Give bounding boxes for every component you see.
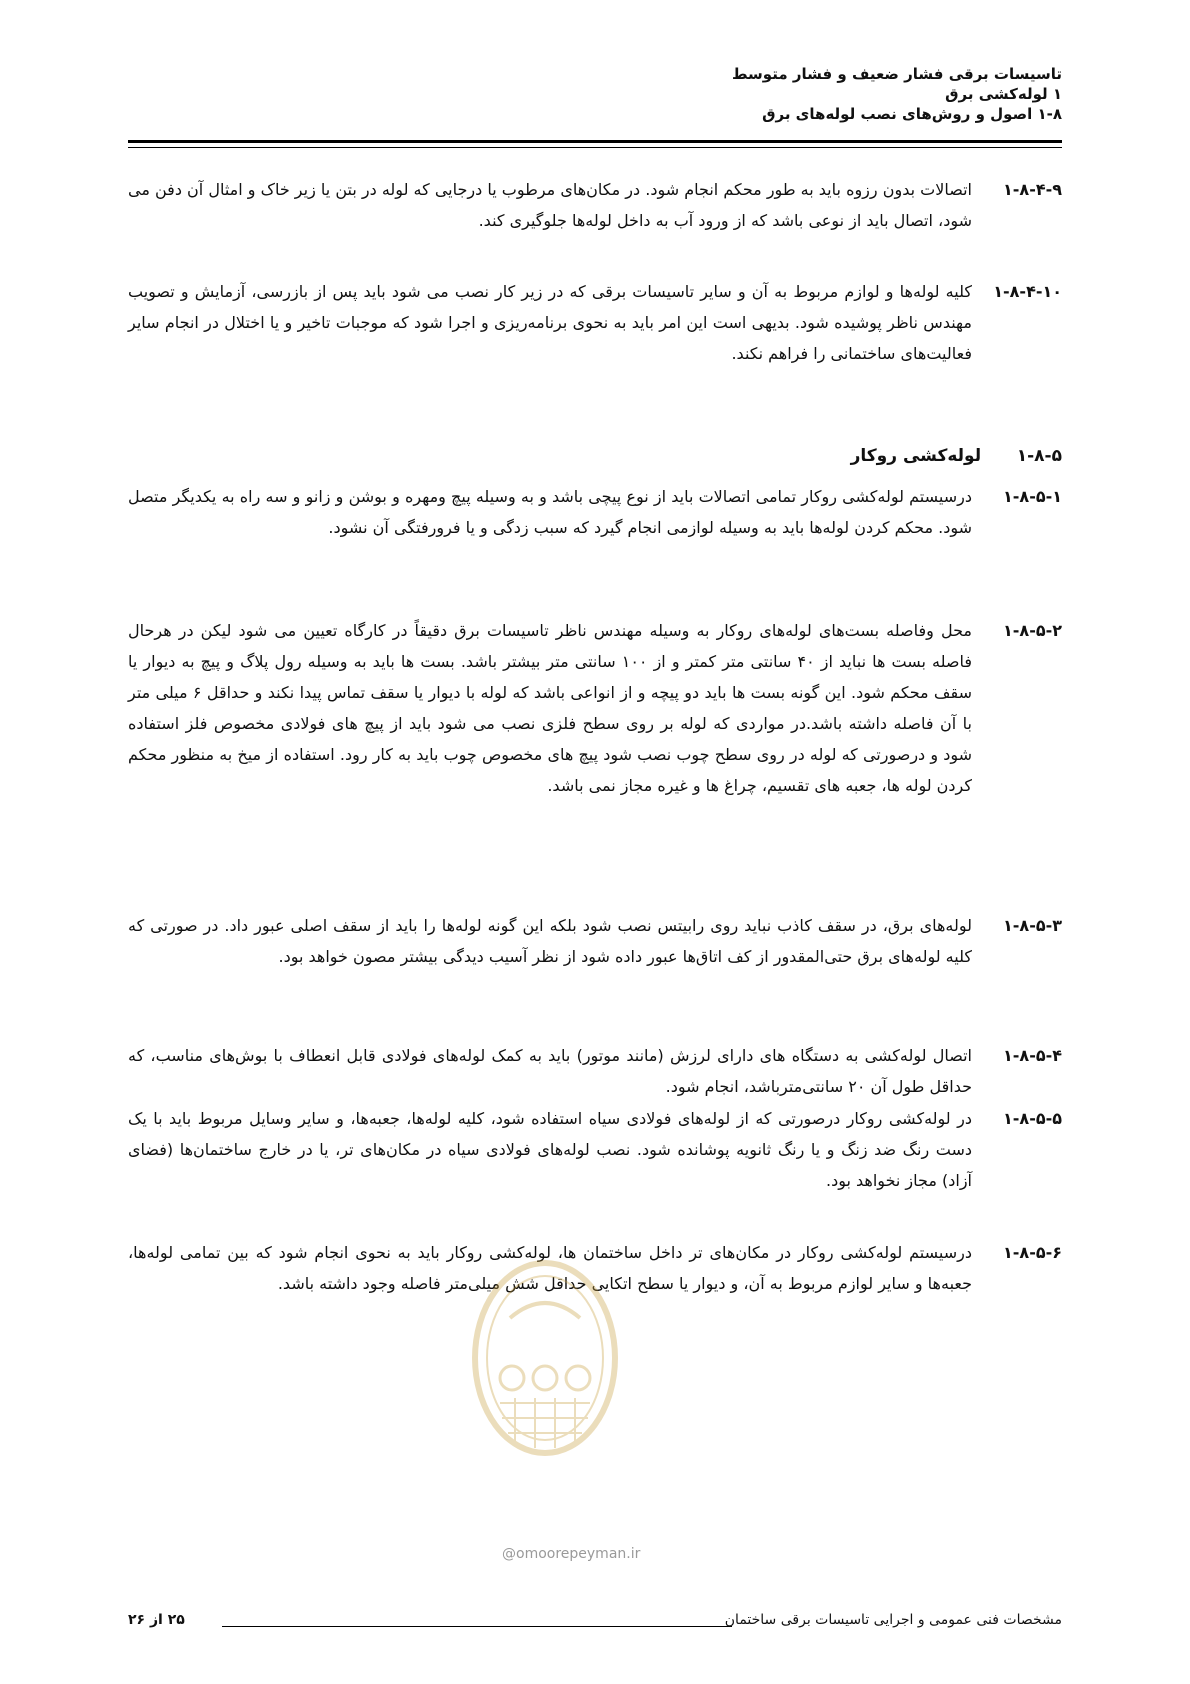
clause-number: ۱-۸-۵-۴	[1003, 1046, 1062, 1065]
clause-number: ۱-۸-۴-۹	[1003, 180, 1062, 199]
header-rule-thin	[128, 147, 1062, 148]
clause-1-8-5-4	[128, 1040, 1062, 1102]
clause-1-8-5-5	[128, 1103, 1062, 1196]
clause-1-8-5-2	[128, 615, 1062, 801]
clause-1-8-5-1	[128, 481, 1062, 543]
clause-1-8-4-10	[128, 276, 1062, 369]
header-line-1: تاسیسات برقی فشار ضعیف و فشار متوسط	[731, 65, 1062, 83]
clause-number: ۱-۸-۴-۱۰	[993, 282, 1062, 301]
section-heading	[851, 446, 1062, 466]
clause-text: اتصال لوله‌کشی به دستگاه های دارای لرزش (مانند موتور) باید به کمک لوله‌های فولادی قابل انعطاف با بوش‌های مناسب، که حداقل طول آن ۲۰ سانتی‌متر‌باشد، انجام شود.	[128, 1046, 972, 1096]
clause-number: ۱-۸-۵-۵	[1003, 1109, 1062, 1128]
clause-number: ۱-۸-۵-۱	[1003, 487, 1062, 506]
clause-text: اتصالات بدون رزوه باید به طور محکم انجام شود. در مکان‌های مرطوب یا درجایی که لوله در بتن یا زیر خاک و امثال آن دفن می شود، اتصال باید از نوعی باشد که از ورود آب به داخل لوله‌ها جلوگیری کند.	[128, 180, 972, 230]
clause-text: کلیه لوله‌ها و لوازم مربوط به آن و سایر تاسیسات برقی که در زیر کار نصب می شود باید پس از بازرسی، آزمایش و تصویب مهندس ناظر پوشیده شود. بدیهی است این امر باید به نحوی برنامه‌ریزی و اجرا شود که موجبات تاخیر و یا اختلال در انجام سایر فعالیت‌های ساختمانی را فراهم نکند.	[128, 282, 972, 363]
header-line-2: ۱ لوله‌کشی برق	[945, 85, 1062, 103]
section-number: ۱-۸-۵	[1016, 446, 1062, 466]
header-line-3: ۱-۸ اصول و روش‌های نصب لوله‌های برق	[762, 105, 1062, 123]
clause-text: درسیستم لوله‌کشی روکار در مکان‌های تر داخل ساختمان ها، لوله‌کشی روکار باید به نحوی انجام شود که بین تمامی لوله‌ها، جعبه‌ها و سایر لوازم مربوط به آن، و دیوار یا سطح اتکایی حداقل شش میلی‌متر فاصله وجود داشته باشد.	[128, 1243, 972, 1293]
header-rule-thick	[128, 140, 1062, 143]
page-number: ۲۵ از ۲۶	[128, 1612, 185, 1628]
clause-text: محل وفاصله بست‌های لوله‌های روکار به وسیله مهندس ناظر تاسیسات برق دقیقاً در کارگاه تعیین می شود لیکن در هرحال فاصله بست ها نباید از ۴۰ سانتی متر کمتر و از ۱۰۰ سانتی متر بیشتر باشد. بست ها باید به وسیله رول پلاگ و پیچ به دیوار یا سقف محکم شود. این گونه بست ها باید دو پیچه و از انواعی باشد که لوله با دیوار یا سقف تماس پیدا نکند و حداقل ۶ میلی متر با آن فاصله داشته باشد.در مواردی که لوله بر روی سطح فلزی نصب می شود باید از پیچ های فولادی مخصوص فلز استفاده شود و درصورتی که لوله در روی سطح چوب نصب شود پیچ های مخصوص چوب باید به کار رود. استفاده از میخ به منظور محکم کردن لوله ها، جعبه های تقسیم، چراغ ها و غیره مجاز نمی باشد.	[128, 621, 973, 795]
clause-text: درسیستم لوله‌کشی روکار تمامی اتصالات باید از نوع پیچی باشد و به وسیله پیچ ومهره و بوشن و زانو و سه راه به یکدیگر متصل شود. محکم کردن لوله‌ها باید به وسیله لوازمی انجام گیرد که سبب زدگی و یا فرورفتگی آن نشود.	[128, 487, 972, 537]
section-title: لوله‌کشی روکار	[850, 446, 982, 466]
clause-1-8-4-9	[128, 174, 1062, 236]
footer-rule	[222, 1626, 732, 1627]
clause-text: لوله‌های برق، در سقف کاذب نباید روی رابیتس نصب شود بلکه این گونه لوله‌ها را باید از سقف اصلی عبور داد. در صورتی که کلیه لوله‌های برق حتی‌المقدور از کف اتاق‌ها عبور داده شود از نظر آسیب دیدگی بیشتر مصون خواهد بود.	[128, 916, 972, 966]
clause-text: در لوله‌کشی روکار درصورتی که از لوله‌های فولادی سیاه استفاده شود، کلیه لوله‌ها، جعبه‌ها، و سایر وسایل مربوط باید با یک دست رنگ ضد زنگ و یا رنگ ثانویه پوشانده شود. نصب لوله‌های فولادی سیاه در مکان‌های تر، یا در خارج ساختمان‌ها (فضای آزاد) مجاز نخواهد بود.	[128, 1109, 972, 1190]
clause-number: ۱-۸-۵-۳	[1003, 916, 1062, 935]
watermark-seal-icon	[470, 1258, 620, 1458]
clause-1-8-5-3	[128, 910, 1062, 972]
watermark-site: @omoorepeyman.ir	[502, 1546, 641, 1562]
clause-number: ۱-۸-۵-۶	[1003, 1243, 1062, 1262]
footer-title: مشخصات فنی عمومی و اجرایی تاسیسات برقی ساختمان	[724, 1612, 1062, 1628]
page-header	[128, 64, 1062, 124]
clause-number: ۱-۸-۵-۲	[1003, 621, 1062, 640]
